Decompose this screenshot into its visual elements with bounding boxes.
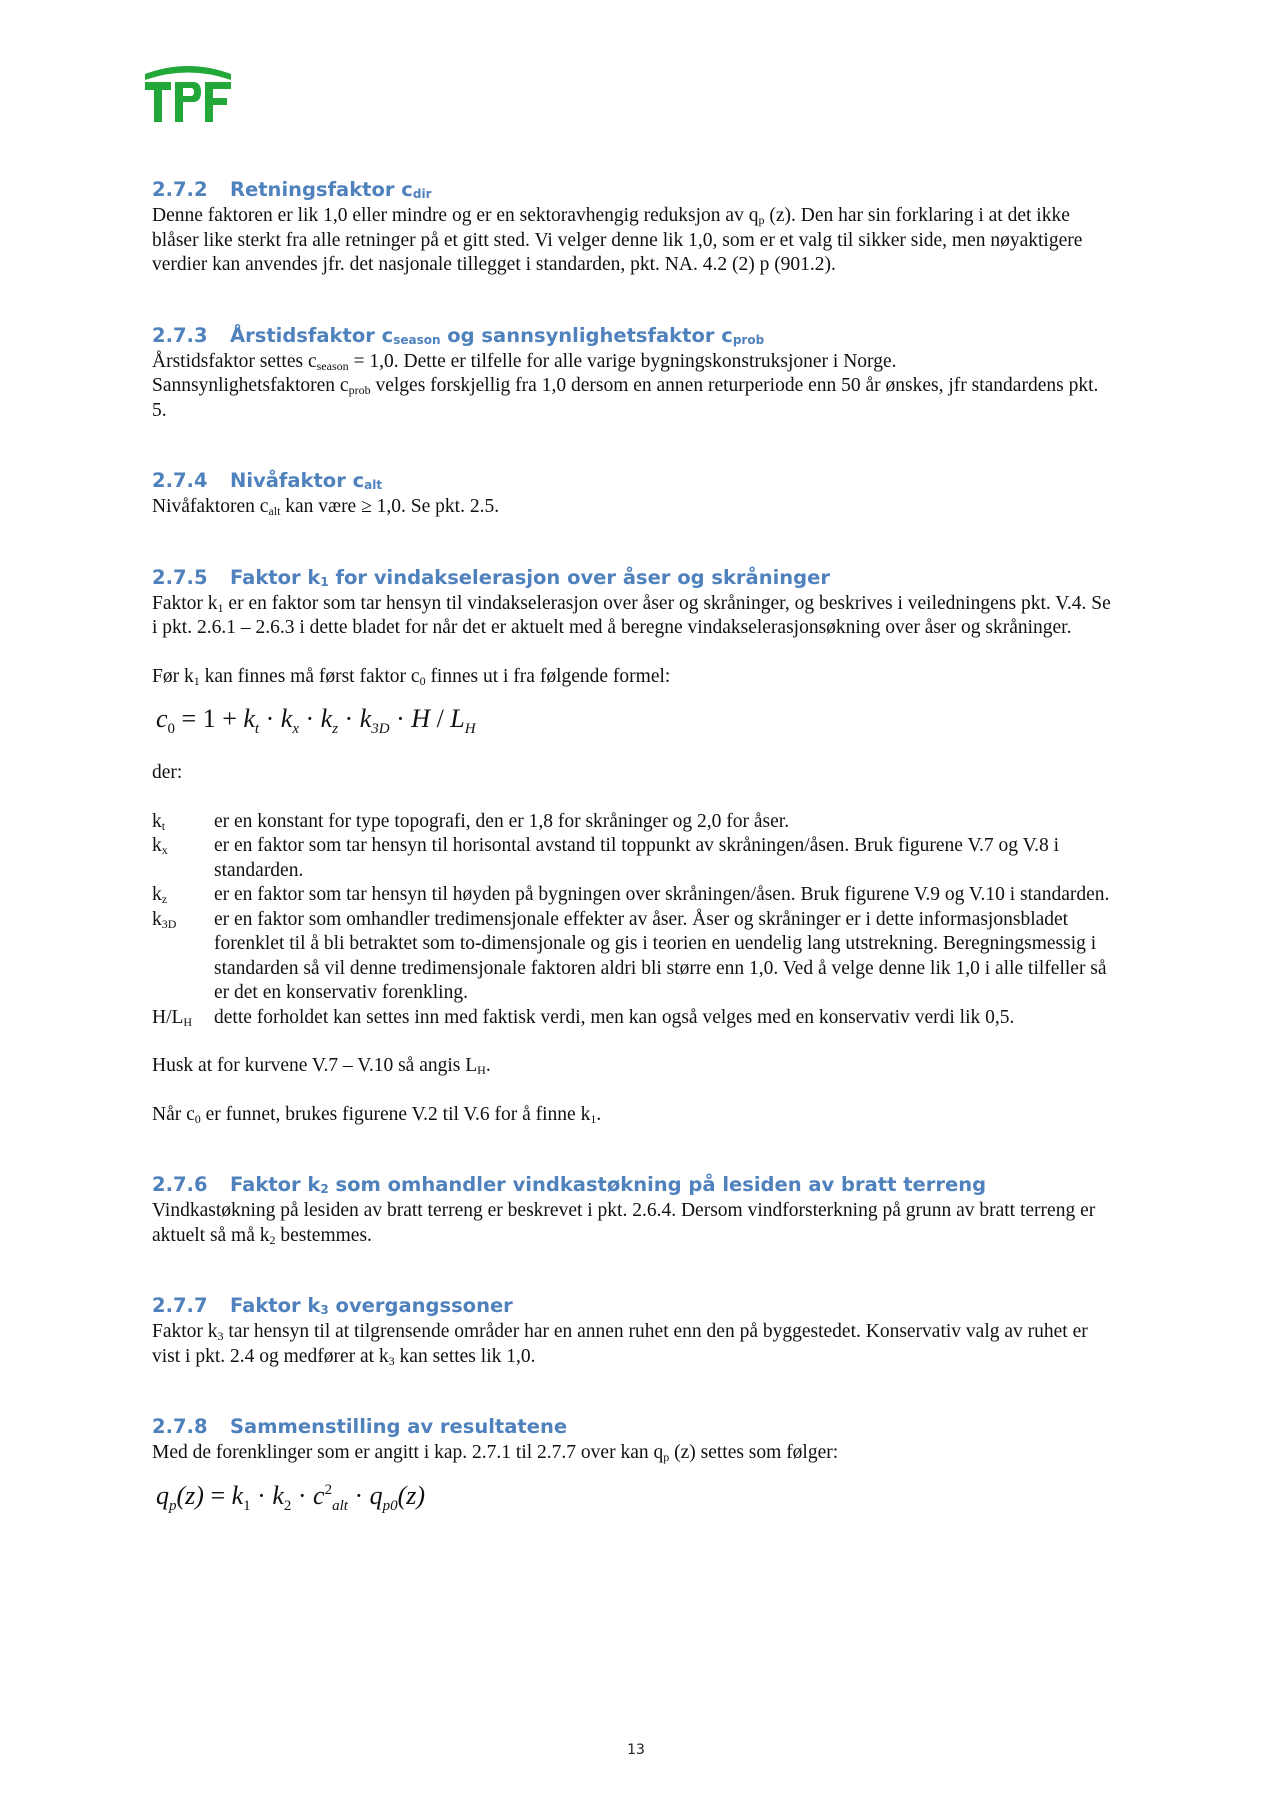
paragraph: Sannsynlighetsfaktoren $c_{prob}$ velges forskjellig fra 1,0 dersom en annen returperiode enn 50 år ønskes, jfr standardens pkt. 5. (152, 375, 1099, 421)
tpf-logo (143, 60, 233, 124)
heading-2-7-2: 2.7.2 Retningsfaktor $c_{dir}$ (152, 178, 432, 201)
page-number: 13 (627, 1742, 645, 1758)
heading-2-7-8: 2.7.8 Sammenstilling av resultatene (152, 1415, 568, 1438)
definition-item: $k_t$ er en konstant for type topografi, den er 1,8 for skråninger og 2,0 for åser. (152, 810, 790, 833)
paragraph-der: der: (152, 762, 183, 783)
section-2-7-2 (152, 176, 1112, 278)
paragraph: Husk at for kurvene V.7 – V.10 så angis $L_H$. (152, 1055, 491, 1077)
formula-qp: $q_p(z) = k_1 \cdot k_2 \cdot c^2_{alt} \cdot q_{p0}(z)$ (156, 1480, 426, 1514)
definition-item: $H/L_H$ dette forholdet kan settes inn med faktisk verdi, men kan også velges med en konservativ verdi lik 0,5. (152, 1006, 1015, 1029)
heading-2-7-5: 2.7.5 Faktor $k_1$ for vindakselerasjon over åser og skråninger (152, 565, 830, 589)
heading-2-7-6: 2.7.6 Faktor $k_2$ som omhandler vindkastøkning på lesiden av bratt terreng (152, 1173, 987, 1196)
definition-list (152, 810, 1112, 1031)
heading-2-7-7: 2.7.7 Faktor $k_3$ overgangssoner (152, 1294, 513, 1317)
section-2-7-8 (152, 1413, 1112, 1514)
paragraph: Når $c_0$ er funnet, brukes figurene V.2 til V.6 for å finne $k_1$. (152, 1103, 602, 1126)
section-2-7-4 (152, 467, 1112, 520)
definition-item: $k_{3D}$ er en faktor som omhandler tredimensjonale effekter av åser. Åser og skråninger er i dette informasjonsbladet forenklet til å bli betraktet som to-dimensjonale og gis i teorien en uendelig lang utstrekning. Beregningsmessig i standarden så vil denne tredimensjonale faktoren aldri bli større enn 1,0. Ved å velge denne lik 1,0 i alle tilfeller så er det en konservativ forenkling. (152, 908, 1107, 1003)
heading-2-7-4: 2.7.4 Nivåfaktor $c_{alt}$ (152, 469, 383, 492)
section-2-7-7 (152, 1292, 1112, 1369)
section-2-7-3 (152, 322, 1112, 424)
document-body (152, 176, 1112, 1514)
paragraph: Vindkastøkning på lesiden av bratt terreng er beskrevet i pkt. 2.6.4. Dersom vindforsterkning på grunn av bratt terreng er aktuelt så må $k_2$ bestemmes. (152, 1200, 1096, 1247)
paragraph: Med de forenklinger som er angitt i kap. 2.7.1 til 2.7.7 over kan $q_p$ (z) settes som følger: (152, 1442, 839, 1464)
paragraph: Denne faktoren er lik 1,0 eller mindre og er en sektoravhengig reduksjon av $q_p$ (z). Den har sin forklaring i at det ikke blåser like sterkt fra alle retninger på et gitt sted. Vi velger denne lik 1,0, som er et valg til sikker side, men nøyaktigere verdier kan anvendes jfr. det nasjonale tillegget i standarden, pkt. NA. 4.2 (2) p (901.2). (152, 205, 1083, 275)
formula-c0: $c_0 = 1 + k_t \cdot k_x \cdot k_z \cdot k_{3D} \cdot H / L_H$ (156, 704, 476, 737)
paragraph: Faktor $k_1$ er en faktor som tar hensyn til vindakselerasjon over åser og skråninger, og beskrives i veiledningens pkt. V.4. Se i pkt. 2.6.1 – 2.6.3 i dette bladet for når det er aktuelt med å beregne vindakselerasjonsøkning over åser og skråninger. (152, 592, 1111, 638)
paragraph: Årstidsfaktor settes $c_{season} = 1,0$. Dette er tilfelle for alle varige bygningskonstruksjoner i Norge. (152, 350, 897, 373)
tpf-logo-icon (143, 60, 233, 124)
definition-item: $k_x$ er en faktor som tar hensyn til horisontal avstand til toppunkt av skråningen/åsen. Bruk figurene V.7 og V.8 i standarden. (152, 835, 1060, 881)
paragraph: Faktor $k_3$ tar hensyn til at tilgrensende områder har en annen ruhet enn den på byggestedet. Konservativ valg av ruhet er vist i pkt. 2.4 og medfører at $k_3$ kan settes lik 1,0. (152, 1321, 1088, 1368)
paragraph: Før $k_1$ kan finnes må først faktor $c_0$ finnes ut i fra følgende formel: (152, 665, 671, 688)
section-2-7-6 (152, 1171, 1112, 1248)
section-2-7-5 (152, 564, 1112, 1128)
definition-item: $k_z$ er en faktor som tar hensyn til høyden på bygningen over skråningen/åsen. Bruk figurene V.9 og V.10 i standarden. (152, 884, 1110, 906)
heading-2-7-3: 2.7.3 Årstidsfaktor $c_{season}$ og sannsynlighetsfaktor $c_{prob}$ (152, 323, 765, 347)
paragraph: Nivåfaktoren $c_{alt}$ kan være ≥ 1,0. Se pkt. 2.5. (152, 496, 500, 518)
